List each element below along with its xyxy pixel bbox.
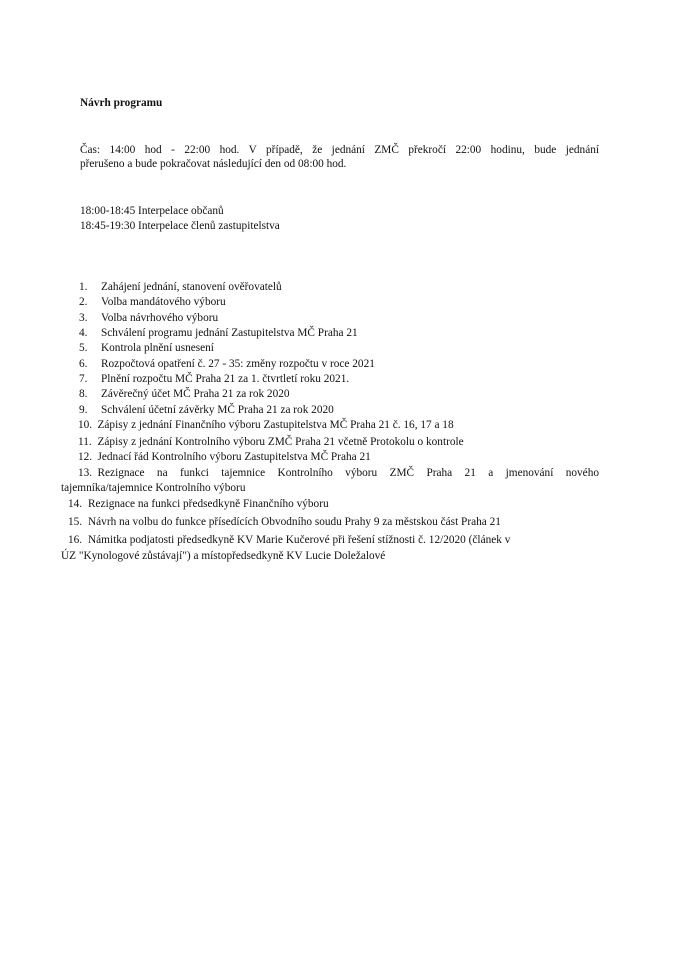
agenda-item-number: 12. [78,450,93,463]
agenda-item-text: Námitka podjatosti předsedkyně KV Marie Kučerové při řešení stížnosti č. 12/2020 (článek v [88,533,511,546]
interpellation-line: 18:00-18:45 Interpelace občanů [80,205,224,217]
agenda-item-line [79,311,218,326]
agenda-item-line [78,450,371,465]
agenda-item-text: Schválení účetní závěrky MČ Praha 21 za rok 2020 [101,403,334,416]
agenda-item-line [79,403,334,418]
agenda-item-line [78,466,599,481]
agenda-item-text: Rozpočtová opatření č. 27 - 35: změny rozpočtu v roce 2021 [101,357,375,370]
agenda-item-number: 9. [79,403,88,416]
agenda-item-line [68,515,501,530]
agenda-item-text: Rezignace na funkci tajemnice Kontrolního výboru ZMČ Praha 21 a jmenování nového [97,466,599,479]
time-paragraph-line: Čas: 14:00 hod - 22:00 hod. V případě, že jednání ZMČ překročí 22:00 hodinu, bude jednání [80,143,599,156]
time-paragraph-line: přerušeno a bude pokračovat následující den od 08:00 hod. [80,158,347,170]
agenda-item-number: 4. [79,326,88,339]
agenda-item-text: Kontrola plnění usnesení [101,342,214,355]
agenda-item-text: Schválení programu jednání Zastupitelstva MČ Praha 21 [101,326,358,339]
agenda-item-line [79,387,290,402]
agenda-item-line [78,418,454,433]
agenda-item-number: 1. [79,280,88,293]
agenda-item-text: Plnění rozpočtu MČ Praha 21 za 1. čtvrtletí roku 2021. [101,372,350,385]
agenda-item-number: 8. [79,387,88,400]
agenda-item-line [79,326,358,341]
agenda-item-text: Závěrečný účet MČ Praha 21 za rok 2020 [101,387,290,400]
agenda-item-text: Zahájení jednání, stanovení ověřovatelů [101,280,282,293]
agenda-item-line [79,280,282,295]
agenda-item-text: Jednací řád Kontrolního výboru Zastupitelstva MČ Praha 21 [97,450,371,463]
agenda-item-line [79,372,349,387]
agenda-item-continuation-line: ÚZ "Kynologové zůstávají") a místopředsedkyně KV Lucie Doležalové [61,550,386,562]
agenda-item-text: Volba návrhového výboru [101,311,219,324]
agenda-item-number: 14. [68,498,83,511]
interpellation-line: 18:45-19:30 Interpelace členů zastupitelstva [80,220,280,232]
document-heading: Návrh programu [80,96,163,109]
agenda-item-number: 11. [78,435,92,448]
agenda-item-line [68,497,329,512]
agenda-item-number: 3. [79,311,88,324]
agenda-item-number: 15. [68,515,83,528]
agenda-item-number: 13. [78,466,93,479]
agenda-item-line [79,357,375,372]
agenda-item-number: 7. [79,372,88,385]
agenda-item-text: Zápisy z jednání Kontrolního výboru ZMČ Praha 21 včetně Protokolu o kontrole [97,435,464,448]
agenda-item-number: 6. [79,357,88,370]
agenda-item-text: Návrh na volbu do funkce přísedících Obvodního soudu Prahy 9 za městskou část Praha 21 [88,515,501,528]
agenda-item-line [78,435,464,450]
agenda-item-number: 2. [79,296,88,309]
agenda-item-text: Rezignace na funkci předsedkyně Finančního výboru [88,498,329,511]
agenda-item-text: Zápisy z jednání Finančního výboru Zastupitelstva MČ Praha 21 č. 16, 17 a 18 [97,419,454,432]
agenda-item-text: Volba mandátového výboru [101,296,226,309]
agenda-item-number: 16. [68,533,83,546]
agenda-item-line [79,341,214,356]
agenda-item-line [79,295,226,310]
agenda-item-number: 10. [78,419,93,432]
agenda-item-number: 5. [79,342,88,355]
agenda-item-continuation-line: tajemníka/tajemnice Kontrolního výboru [61,482,246,495]
agenda-item-line [68,533,510,548]
